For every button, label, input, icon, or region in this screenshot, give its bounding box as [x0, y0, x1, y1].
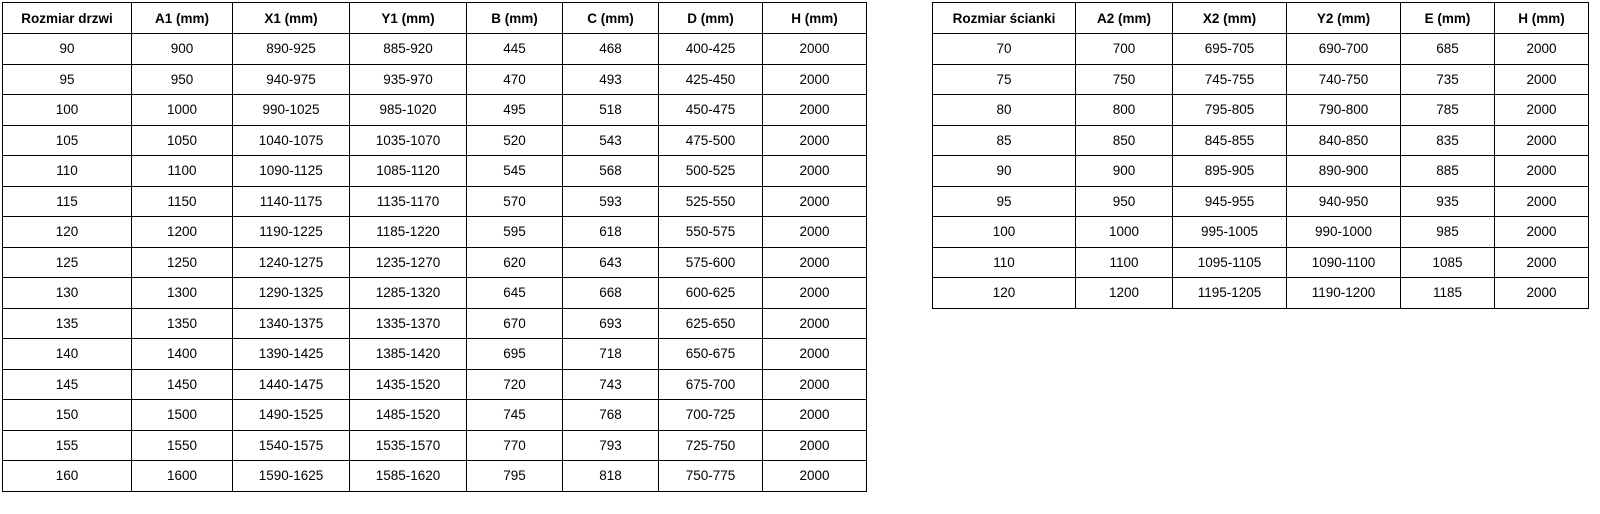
table-cell: 1535-1570 [350, 430, 467, 461]
table-cell: 668 [563, 278, 659, 309]
table-row [3, 186, 867, 217]
table-row [3, 247, 867, 278]
table-cell: 1200 [132, 217, 233, 248]
table-cell: 120 [933, 278, 1076, 309]
table-cell: 2000 [763, 308, 867, 339]
table-cell: 1450 [132, 369, 233, 400]
table-row [933, 217, 1589, 248]
column-header: C (mm) [563, 3, 659, 34]
table-row [3, 461, 867, 492]
table-cell: 475-500 [659, 125, 763, 156]
table-cell: 2000 [1495, 186, 1589, 217]
table-cell: 2000 [763, 186, 867, 217]
table-cell: 520 [467, 125, 563, 156]
doors-dimensions-table-container [2, 2, 867, 492]
table-cell: 2000 [763, 125, 867, 156]
table-cell: 2000 [763, 369, 867, 400]
column-header: Rozmiar ścianki [933, 3, 1076, 34]
table-cell: 1135-1170 [350, 186, 467, 217]
table-cell: 2000 [763, 247, 867, 278]
table-cell: 2000 [763, 64, 867, 95]
table-cell: 1250 [132, 247, 233, 278]
table-cell: 1435-1520 [350, 369, 467, 400]
table-cell: 793 [563, 430, 659, 461]
table-cell: 745-755 [1173, 64, 1287, 95]
column-header: H (mm) [763, 3, 867, 34]
table-cell: 1085 [1401, 247, 1495, 278]
table-cell: 2000 [1495, 217, 1589, 248]
table-cell: 2000 [1495, 278, 1589, 309]
table-cell: 85 [933, 125, 1076, 156]
table-row [3, 308, 867, 339]
column-header: H (mm) [1495, 3, 1589, 34]
table-cell: 543 [563, 125, 659, 156]
table-cell: 800 [1076, 95, 1173, 126]
table-cell: 90 [3, 34, 132, 65]
table-cell: 2000 [1495, 95, 1589, 126]
table-cell: 750-775 [659, 461, 763, 492]
table-cell: 1390-1425 [233, 339, 350, 370]
table-cell: 1590-1625 [233, 461, 350, 492]
table-cell: 550-575 [659, 217, 763, 248]
table-cell: 1090-1125 [233, 156, 350, 187]
doors-table-body [3, 34, 867, 492]
table-cell: 1335-1370 [350, 308, 467, 339]
table-cell: 2000 [1495, 125, 1589, 156]
table-cell: 1400 [132, 339, 233, 370]
table-cell: 1300 [132, 278, 233, 309]
walls-table-body [933, 34, 1589, 309]
walls-dimensions-table [932, 2, 1589, 309]
table-cell: 890-925 [233, 34, 350, 65]
table-cell: 620 [467, 247, 563, 278]
table-row [3, 95, 867, 126]
table-cell: 110 [933, 247, 1076, 278]
table-cell: 495 [467, 95, 563, 126]
table-cell: 470 [467, 64, 563, 95]
table-header-row [3, 3, 867, 34]
table-cell: 735 [1401, 64, 1495, 95]
table-cell: 890-900 [1287, 156, 1401, 187]
table-cell: 1100 [132, 156, 233, 187]
table-cell: 685 [1401, 34, 1495, 65]
table-cell: 1035-1070 [350, 125, 467, 156]
table-cell: 900 [132, 34, 233, 65]
table-cell: 695-705 [1173, 34, 1287, 65]
table-cell: 695 [467, 339, 563, 370]
table-cell: 115 [3, 186, 132, 217]
table-cell: 1235-1270 [350, 247, 467, 278]
doors-dimensions-table [2, 2, 867, 492]
table-cell: 1285-1320 [350, 278, 467, 309]
table-cell: 145 [3, 369, 132, 400]
table-cell: 2000 [763, 217, 867, 248]
table-cell: 845-855 [1173, 125, 1287, 156]
table-cell: 2000 [763, 34, 867, 65]
table-cell: 570 [467, 186, 563, 217]
table-cell: 643 [563, 247, 659, 278]
table-cell: 2000 [763, 156, 867, 187]
table-cell: 700 [1076, 34, 1173, 65]
table-cell: 125 [3, 247, 132, 278]
table-cell: 2000 [1495, 156, 1589, 187]
table-row [933, 64, 1589, 95]
column-header: X1 (mm) [233, 3, 350, 34]
table-cell: 995-1005 [1173, 217, 1287, 248]
table-row [933, 186, 1589, 217]
table-cell: 768 [563, 400, 659, 431]
column-header: E (mm) [1401, 3, 1495, 34]
table-cell: 1385-1420 [350, 339, 467, 370]
table-cell: 140 [3, 339, 132, 370]
table-cell: 1585-1620 [350, 461, 467, 492]
column-header: A2 (mm) [1076, 3, 1173, 34]
table-cell: 525-550 [659, 186, 763, 217]
table-cell: 1190-1200 [1287, 278, 1401, 309]
table-row [3, 34, 867, 65]
table-cell: 840-850 [1287, 125, 1401, 156]
table-cell: 1095-1105 [1173, 247, 1287, 278]
table-cell: 985-1020 [350, 95, 467, 126]
table-cell: 790-800 [1287, 95, 1401, 126]
table-cell: 718 [563, 339, 659, 370]
table-row [933, 95, 1589, 126]
table-cell: 990-1025 [233, 95, 350, 126]
table-row [3, 156, 867, 187]
table-cell: 575-600 [659, 247, 763, 278]
table-cell: 625-650 [659, 308, 763, 339]
table-cell: 425-450 [659, 64, 763, 95]
table-cell: 1340-1375 [233, 308, 350, 339]
table-cell: 935 [1401, 186, 1495, 217]
table-cell: 70 [933, 34, 1076, 65]
table-cell: 2000 [763, 430, 867, 461]
table-cell: 940-950 [1287, 186, 1401, 217]
table-cell: 1350 [132, 308, 233, 339]
table-cell: 1540-1575 [233, 430, 350, 461]
table-cell: 950 [132, 64, 233, 95]
table-cell: 700-725 [659, 400, 763, 431]
table-cell: 1195-1205 [1173, 278, 1287, 309]
table-cell: 2000 [763, 339, 867, 370]
table-cell: 1490-1525 [233, 400, 350, 431]
table-cell: 75 [933, 64, 1076, 95]
table-cell: 1150 [132, 186, 233, 217]
table-cell: 935-970 [350, 64, 467, 95]
column-header: A1 (mm) [132, 3, 233, 34]
table-cell: 895-905 [1173, 156, 1287, 187]
table-row [3, 369, 867, 400]
walls-dimensions-table-container [932, 2, 1589, 309]
table-cell: 725-750 [659, 430, 763, 461]
table-cell: 95 [933, 186, 1076, 217]
table-cell: 105 [3, 125, 132, 156]
table-cell: 100 [933, 217, 1076, 248]
table-cell: 1100 [1076, 247, 1173, 278]
table-cell: 160 [3, 461, 132, 492]
table-cell: 493 [563, 64, 659, 95]
table-row [3, 400, 867, 431]
table-cell: 750 [1076, 64, 1173, 95]
table-cell: 80 [933, 95, 1076, 126]
table-cell: 130 [3, 278, 132, 309]
table-cell: 1440-1475 [233, 369, 350, 400]
table-cell: 818 [563, 461, 659, 492]
table-cell: 940-975 [233, 64, 350, 95]
table-cell: 650-675 [659, 339, 763, 370]
table-cell: 885 [1401, 156, 1495, 187]
table-cell: 885-920 [350, 34, 467, 65]
table-cell: 743 [563, 369, 659, 400]
table-cell: 450-475 [659, 95, 763, 126]
table-cell: 2000 [763, 461, 867, 492]
table-cell: 785 [1401, 95, 1495, 126]
table-row [3, 217, 867, 248]
table-cell: 900 [1076, 156, 1173, 187]
table-cell: 2000 [763, 95, 867, 126]
table-cell: 795 [467, 461, 563, 492]
table-cell: 595 [467, 217, 563, 248]
column-header: B (mm) [467, 3, 563, 34]
table-cell: 100 [3, 95, 132, 126]
table-header-row [933, 3, 1589, 34]
table-cell: 693 [563, 308, 659, 339]
table-cell: 1140-1175 [233, 186, 350, 217]
table-row [3, 430, 867, 461]
table-cell: 1500 [132, 400, 233, 431]
table-cell: 1090-1100 [1287, 247, 1401, 278]
table-row [3, 339, 867, 370]
table-cell: 1000 [1076, 217, 1173, 248]
column-header: D (mm) [659, 3, 763, 34]
column-header: Y1 (mm) [350, 3, 467, 34]
column-header: X2 (mm) [1173, 3, 1287, 34]
table-cell: 1185 [1401, 278, 1495, 309]
table-cell: 568 [563, 156, 659, 187]
table-cell: 2000 [763, 278, 867, 309]
table-row [933, 125, 1589, 156]
table-cell: 1085-1120 [350, 156, 467, 187]
table-cell: 950 [1076, 186, 1173, 217]
column-header: Rozmiar drzwi [3, 3, 132, 34]
table-cell: 110 [3, 156, 132, 187]
table-cell: 120 [3, 217, 132, 248]
table-cell: 835 [1401, 125, 1495, 156]
table-row [3, 278, 867, 309]
table-cell: 155 [3, 430, 132, 461]
table-cell: 618 [563, 217, 659, 248]
table-cell: 795-805 [1173, 95, 1287, 126]
table-cell: 1290-1325 [233, 278, 350, 309]
table-cell: 1550 [132, 430, 233, 461]
table-cell: 1040-1075 [233, 125, 350, 156]
table-cell: 593 [563, 186, 659, 217]
table-cell: 90 [933, 156, 1076, 187]
table-cell: 545 [467, 156, 563, 187]
table-cell: 445 [467, 34, 563, 65]
table-cell: 150 [3, 400, 132, 431]
table-cell: 2000 [1495, 64, 1589, 95]
table-cell: 675-700 [659, 369, 763, 400]
table-cell: 645 [467, 278, 563, 309]
table-cell: 2000 [1495, 34, 1589, 65]
column-header: Y2 (mm) [1287, 3, 1401, 34]
table-cell: 990-1000 [1287, 217, 1401, 248]
table-cell: 518 [563, 95, 659, 126]
table-cell: 2000 [763, 400, 867, 431]
table-cell: 468 [563, 34, 659, 65]
table-cell: 1240-1275 [233, 247, 350, 278]
table-row [933, 247, 1589, 278]
table-cell: 1485-1520 [350, 400, 467, 431]
table-cell: 670 [467, 308, 563, 339]
table-row [933, 34, 1589, 65]
table-cell: 135 [3, 308, 132, 339]
table-cell: 770 [467, 430, 563, 461]
table-row [933, 156, 1589, 187]
table-cell: 740-750 [1287, 64, 1401, 95]
table-cell: 1050 [132, 125, 233, 156]
table-row [933, 278, 1589, 309]
table-cell: 720 [467, 369, 563, 400]
table-cell: 1190-1225 [233, 217, 350, 248]
table-cell: 985 [1401, 217, 1495, 248]
table-cell: 1200 [1076, 278, 1173, 309]
table-cell: 600-625 [659, 278, 763, 309]
table-cell: 400-425 [659, 34, 763, 65]
table-row [3, 64, 867, 95]
table-cell: 850 [1076, 125, 1173, 156]
table-cell: 1000 [132, 95, 233, 126]
table-cell: 1600 [132, 461, 233, 492]
table-cell: 690-700 [1287, 34, 1401, 65]
table-cell: 1185-1220 [350, 217, 467, 248]
table-cell: 745 [467, 400, 563, 431]
table-cell: 95 [3, 64, 132, 95]
table-row [3, 125, 867, 156]
table-cell: 2000 [1495, 247, 1589, 278]
table-cell: 945-955 [1173, 186, 1287, 217]
table-cell: 500-525 [659, 156, 763, 187]
